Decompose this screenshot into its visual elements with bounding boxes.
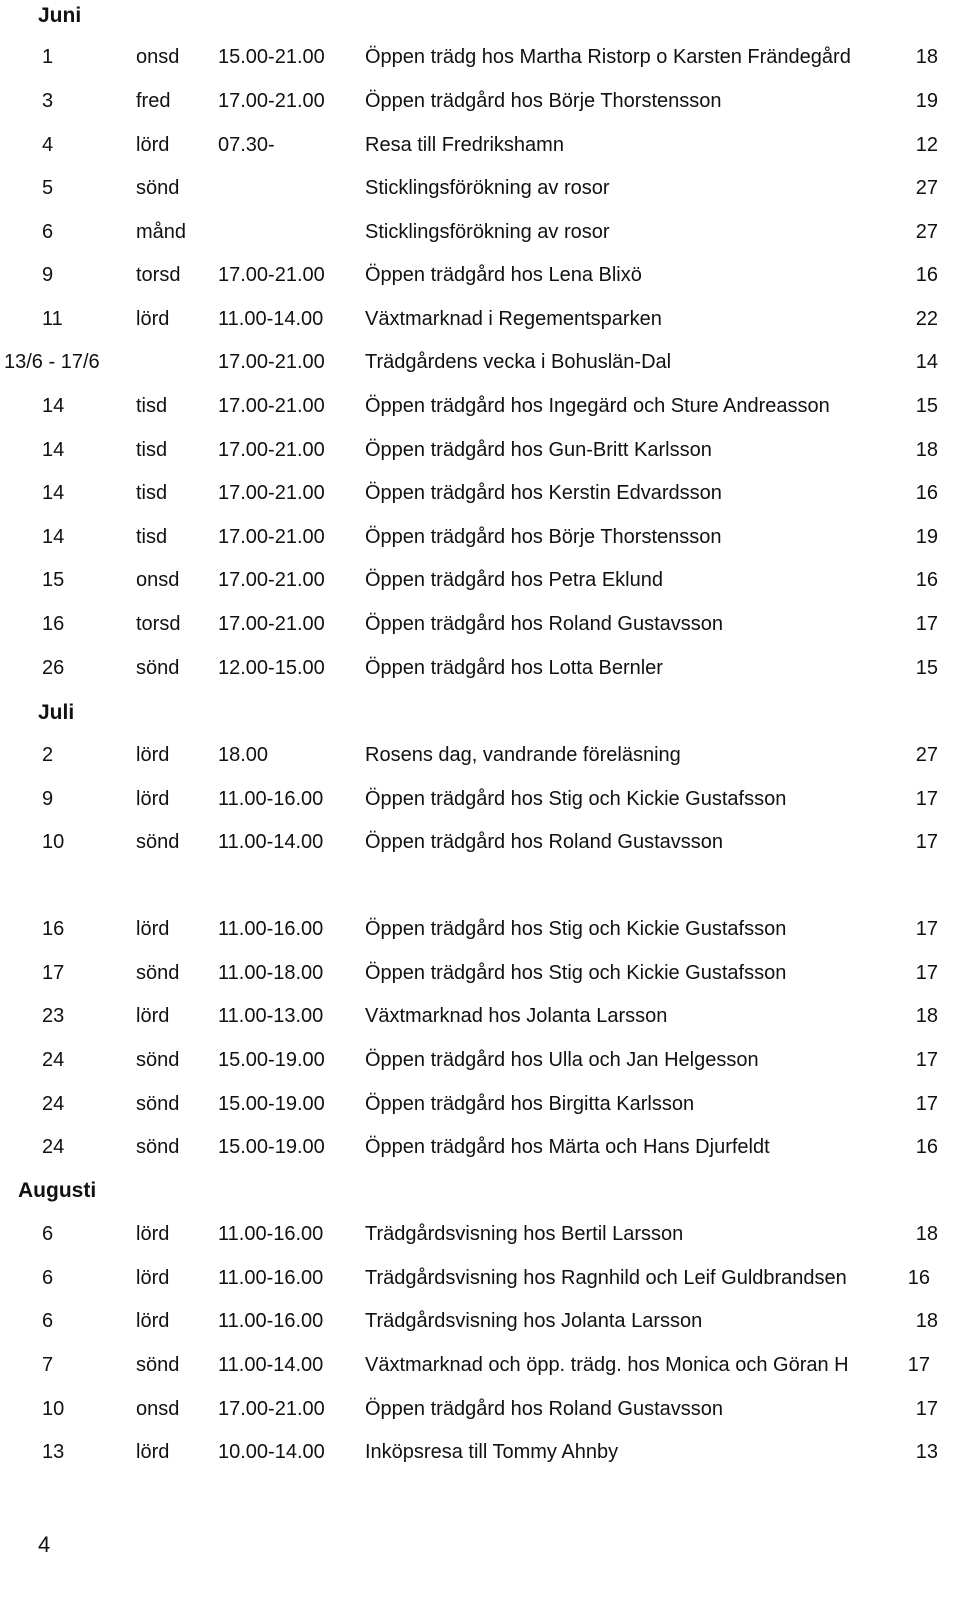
event-day: 24 <box>42 1093 65 1115</box>
event-time: 17.00-21.00 <box>218 613 325 635</box>
event-page-ref: 12 <box>915 134 938 156</box>
event-page-ref: 18 <box>915 1005 938 1027</box>
event-time: 11.00-16.00 <box>218 918 324 940</box>
event-weekday: sönd <box>136 1049 180 1071</box>
event-time: 11.00-14.00 <box>218 308 324 330</box>
event-time: 11.00-16.00 <box>218 1310 324 1332</box>
event-day: 13 <box>42 1441 65 1463</box>
event-weekday: onsd <box>136 46 180 68</box>
event-time: 17.00-21.00 <box>218 439 325 461</box>
event-day: 14 <box>42 482 65 504</box>
event-page-ref: 16 <box>915 569 938 591</box>
event-time: 17.00-21.00 <box>218 395 325 417</box>
event-day: 16 <box>42 613 65 635</box>
event-description: Sticklingsförökning av rosor <box>365 177 610 199</box>
event-weekday: lörd <box>136 744 170 766</box>
month-heading-juli: Juli <box>38 701 75 724</box>
event-row <box>0 566 960 594</box>
event-row <box>0 436 960 464</box>
event-time: 17.00-21.00 <box>218 264 325 286</box>
event-description: Öppen trädgård hos Märta och Hans Djurfeldt <box>365 1136 770 1158</box>
event-day: 10 <box>42 1398 65 1420</box>
event-page-ref: 17 <box>915 613 938 635</box>
event-weekday: sönd <box>136 657 180 679</box>
event-time: 11.00-16.00 <box>218 1223 324 1245</box>
event-row <box>0 261 960 289</box>
event-time: 17.00-21.00 <box>218 482 325 504</box>
event-description: Resa till Fredrikshamn <box>365 134 564 156</box>
event-weekday: lörd <box>136 1441 170 1463</box>
event-description: Växtmarknad i Regementsparken <box>365 308 662 330</box>
event-day: 14 <box>42 439 65 461</box>
event-weekday: sönd <box>136 1136 180 1158</box>
event-page-ref: 17 <box>915 788 938 810</box>
event-description: Trädgårdsvisning hos Jolanta Larsson <box>365 1310 703 1332</box>
event-description: Öppen trädgård hos Roland Gustavsson <box>365 613 723 635</box>
event-weekday: tisd <box>136 439 168 461</box>
event-day: 5 <box>42 177 54 199</box>
event-page-ref: 16 <box>907 1267 930 1289</box>
event-description: Öppen trädgård hos Birgitta Karlsson <box>365 1093 695 1115</box>
event-description: Växtmarknad och öpp. trädg. hos Monica och Göran H <box>365 1354 849 1376</box>
event-day: 10 <box>42 831 65 853</box>
event-day: 24 <box>42 1049 65 1071</box>
event-time: 11.00-13.00 <box>218 1005 324 1027</box>
event-time: 12.00-15.00 <box>218 657 325 679</box>
event-time: 11.00-16.00 <box>218 788 324 810</box>
event-description: Öppen trädg hos Martha Ristorp o Karsten Frändegård <box>365 46 851 68</box>
event-day: 6 <box>42 1223 54 1245</box>
event-weekday: tisd <box>136 526 168 548</box>
event-description: Öppen trädgård hos Ulla och Jan Helgesson <box>365 1049 759 1071</box>
event-row <box>0 1438 960 1466</box>
event-description: Öppen trädgård hos Roland Gustavsson <box>365 1398 723 1420</box>
event-weekday: lörd <box>136 1223 170 1245</box>
event-description: Öppen trädgård hos Gun-Britt Karlsson <box>365 439 712 461</box>
event-row <box>0 479 960 507</box>
event-time: 10.00-14.00 <box>218 1441 325 1463</box>
event-row <box>0 523 960 551</box>
event-day: 4 <box>42 134 54 156</box>
event-row <box>0 1307 960 1335</box>
event-row <box>0 348 960 376</box>
event-description: Trädgårdsvisning hos Bertil Larsson <box>365 1223 684 1245</box>
event-row <box>0 1220 960 1248</box>
event-row <box>0 87 960 115</box>
event-day: 24 <box>42 1136 65 1158</box>
event-day: 15 <box>42 569 65 591</box>
event-day: 14 <box>42 526 65 548</box>
event-description: Öppen trädgård hos Ingegärd och Sture Andreasson <box>365 395 830 417</box>
event-page-ref: 17 <box>907 1354 930 1376</box>
event-row <box>0 654 960 682</box>
event-time: 11.00-14.00 <box>218 831 324 853</box>
event-time: 11.00-18.00 <box>218 962 324 984</box>
event-page-ref: 17 <box>915 1398 938 1420</box>
event-day: 11 <box>42 308 63 330</box>
event-weekday: lörd <box>136 134 170 156</box>
event-weekday: lörd <box>136 1310 170 1332</box>
event-row <box>0 1133 960 1161</box>
event-weekday: fred <box>136 90 171 112</box>
event-weekday: sönd <box>136 1354 180 1376</box>
event-weekday: lörd <box>136 1267 170 1289</box>
event-time: 07.30- <box>218 134 275 156</box>
event-time: 17.00-21.00 <box>218 90 325 112</box>
event-day: 6 <box>42 1267 54 1289</box>
event-time: 17.00-21.00 <box>218 526 325 548</box>
event-row <box>0 1090 960 1118</box>
month-heading-augusti: Augusti <box>18 1179 97 1202</box>
event-description: Öppen trädgård hos Kerstin Edvardsson <box>365 482 722 504</box>
event-description: Öppen trädgård hos Stig och Kickie Gustafsson <box>365 918 787 940</box>
event-row <box>0 1046 960 1074</box>
event-day: 9 <box>42 788 54 810</box>
page-number: 4 <box>38 1532 51 1557</box>
event-time: 17.00-21.00 <box>218 569 325 591</box>
event-row <box>0 218 960 246</box>
event-page-ref: 19 <box>915 90 938 112</box>
event-day: 2 <box>42 744 54 766</box>
event-description: Öppen trädgård hos Lena Blixö <box>365 264 642 286</box>
event-page-ref: 16 <box>915 482 938 504</box>
event-page-ref: 17 <box>915 1049 938 1071</box>
event-weekday: sönd <box>136 1093 180 1115</box>
event-day: 17 <box>42 962 65 984</box>
event-description: Sticklingsförökning av rosor <box>365 221 610 243</box>
event-time: 11.00-16.00 <box>218 1267 324 1289</box>
event-time: 11.00-14.00 <box>218 1354 324 1376</box>
event-description: Öppen trädgård hos Stig och Kickie Gustafsson <box>365 788 787 810</box>
event-day: 1 <box>42 46 54 68</box>
event-weekday: torsd <box>136 613 181 635</box>
event-weekday: lörd <box>136 788 170 810</box>
event-row <box>0 43 960 71</box>
event-row <box>0 1264 960 1292</box>
event-page-ref: 17 <box>915 831 938 853</box>
event-day: 23 <box>42 1005 65 1027</box>
event-weekday: tisd <box>136 395 168 417</box>
event-time: 15.00-19.00 <box>218 1093 325 1115</box>
event-row <box>0 1351 960 1379</box>
event-day: 6 <box>42 221 54 243</box>
event-description: Öppen trädgård hos Börje Thorstensson <box>365 90 722 112</box>
event-page-ref: 19 <box>915 526 938 548</box>
event-day: 14 <box>42 395 65 417</box>
event-row <box>0 1395 960 1423</box>
event-time: 15.00-21.00 <box>218 46 325 68</box>
event-page-ref: 14 <box>915 351 938 373</box>
event-weekday: lörd <box>136 918 170 940</box>
event-row <box>0 828 960 856</box>
event-page-ref: 17 <box>915 918 938 940</box>
event-page-ref: 16 <box>915 264 938 286</box>
event-description: Inköpsresa till Tommy Ahnby <box>365 1441 619 1463</box>
event-weekday: onsd <box>136 1398 180 1420</box>
event-row <box>0 915 960 943</box>
event-row <box>0 785 960 813</box>
event-page-ref: 16 <box>915 1136 938 1158</box>
event-page-ref: 27 <box>915 221 938 243</box>
event-time: 15.00-19.00 <box>218 1136 325 1158</box>
event-description: Växtmarknad hos Jolanta Larsson <box>365 1005 668 1027</box>
event-description: Öppen trädgård hos Roland Gustavsson <box>365 831 723 853</box>
event-page-ref: 27 <box>915 744 938 766</box>
event-weekday: lörd <box>136 1005 170 1027</box>
event-page-ref: 13 <box>915 1441 938 1463</box>
event-description: Trädgårdsvisning hos Ragnhild och Leif Guldbrandsen <box>365 1267 847 1289</box>
event-day: 26 <box>42 657 65 679</box>
event-time: 17.00-21.00 <box>218 351 325 373</box>
event-page-ref: 18 <box>915 46 938 68</box>
event-page-ref: 27 <box>915 177 938 199</box>
event-row <box>0 610 960 638</box>
month-heading-juni: Juni <box>38 4 82 27</box>
event-weekday: onsd <box>136 569 180 591</box>
event-row <box>0 305 960 333</box>
event-time: 18.00 <box>218 744 269 766</box>
event-weekday: sönd <box>136 177 180 199</box>
event-day: 9 <box>42 264 54 286</box>
event-row <box>0 392 960 420</box>
event-page-ref: 15 <box>915 657 938 679</box>
event-day: 3 <box>42 90 54 112</box>
event-weekday: torsd <box>136 264 181 286</box>
event-day: 13/6 - 17/6 <box>4 351 100 373</box>
event-row <box>0 131 960 159</box>
event-day: 6 <box>42 1310 54 1332</box>
event-weekday: tisd <box>136 482 168 504</box>
event-weekday: sönd <box>136 831 180 853</box>
event-description: Öppen trädgård hos Börje Thorstensson <box>365 526 722 548</box>
event-page-ref: 17 <box>915 962 938 984</box>
event-page-ref: 15 <box>915 395 938 417</box>
event-description: Öppen trädgård hos Lotta Bernler <box>365 657 663 679</box>
event-row <box>0 959 960 987</box>
event-day: 16 <box>42 918 65 940</box>
event-page-ref: 18 <box>915 439 938 461</box>
event-page-ref: 17 <box>915 1093 938 1115</box>
event-page-ref: 18 <box>915 1223 938 1245</box>
event-weekday: sönd <box>136 962 180 984</box>
event-day: 7 <box>42 1354 54 1376</box>
event-description: Rosens dag, vandrande föreläsning <box>365 744 681 766</box>
event-row <box>0 174 960 202</box>
event-weekday: månd <box>136 221 187 243</box>
event-page-ref: 18 <box>915 1310 938 1332</box>
event-description: Öppen trädgård hos Petra Eklund <box>365 569 663 591</box>
event-description: Öppen trädgård hos Stig och Kickie Gustafsson <box>365 962 787 984</box>
event-row <box>0 741 960 769</box>
event-page-ref: 22 <box>915 308 938 330</box>
event-weekday: lörd <box>136 308 170 330</box>
event-description: Trädgårdens vecka i Bohuslän-Dal <box>365 351 672 373</box>
event-row <box>0 1002 960 1030</box>
event-time: 15.00-19.00 <box>218 1049 325 1071</box>
event-time: 17.00-21.00 <box>218 1398 325 1420</box>
